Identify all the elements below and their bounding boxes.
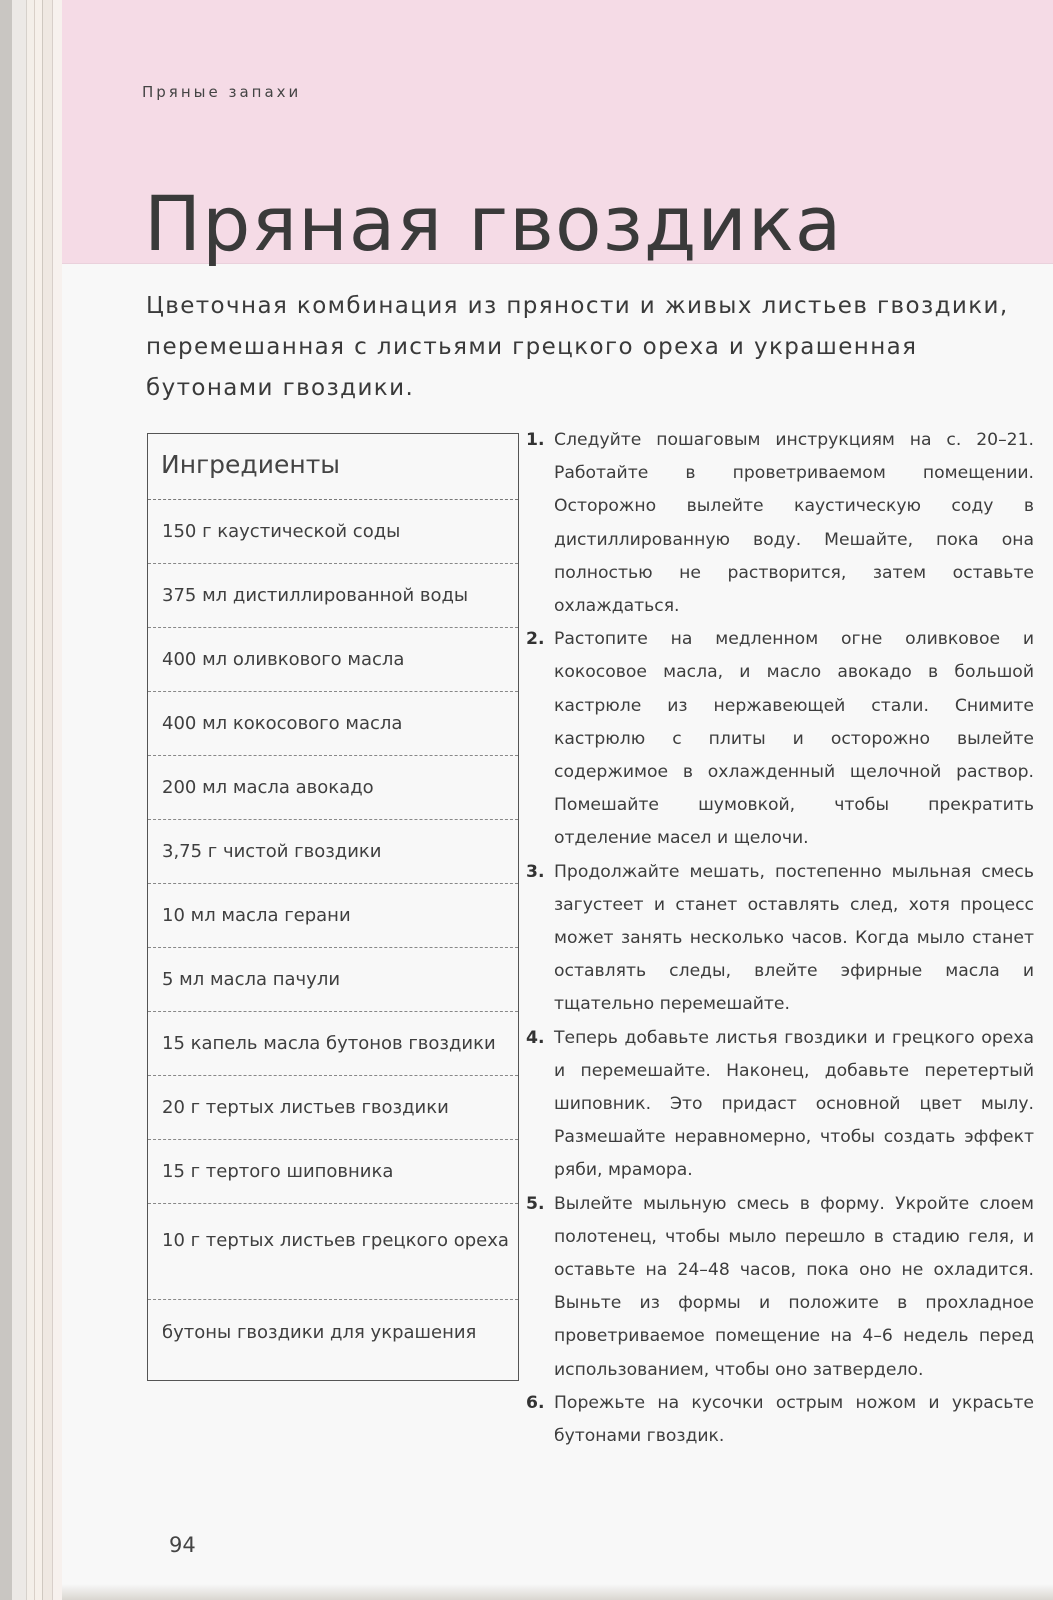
ingredient-item: 3,75 г чистой гвоздики (148, 820, 518, 884)
ingredients-heading: Ингредиенты (148, 434, 518, 500)
ingredients-table (147, 433, 519, 1381)
running-head: Пряные запахи (142, 83, 302, 101)
page-edges (0, 0, 70, 1600)
step-number: 5. (526, 1193, 545, 1214)
ingredient-item: 15 г тертого шиповника (148, 1140, 518, 1204)
step-text: Порежьте на кусочки острым ножом и украсьте бутонами гвоздик. (554, 1392, 1034, 1447)
ingredient-item: 15 капель масла бутонов гвоздики (148, 1012, 518, 1076)
step-number: 4. (526, 1027, 545, 1048)
ingredient-item: бутоны гвоздики для украшения (162, 1322, 477, 1343)
page-bottom-edge (62, 1584, 1053, 1600)
ingredient-item: 5 мл масла пачули (148, 948, 518, 1012)
ingredient-item: 200 мл масла авокадо (148, 756, 518, 820)
step-number: 6. (526, 1392, 545, 1413)
ingredient-item: 20 г тертых листьев гвоздики (148, 1076, 518, 1140)
step-text: Теперь добавьте листья гвоздики и грецкого ореха и перемешайте. Наконец, добавьте перетертый шиповник. Это придаст основной цвет мылу. Размешайте неравномерно, чтобы создать эффект ряби, мрамора. (554, 1027, 1034, 1181)
page-number: 94 (169, 1533, 196, 1557)
instruction-step (526, 424, 1034, 623)
page-title: Пряная гвоздика (144, 179, 843, 268)
ingredient-item: 10 мл масла герани (148, 884, 518, 948)
instructions-list (526, 424, 1034, 1453)
ingredient-item: 150 г каустической соды (148, 500, 518, 564)
instruction-step (526, 1022, 1034, 1188)
ingredient-item: 400 мл оливкового масла (148, 628, 518, 692)
step-number: 1. (526, 430, 545, 450)
step-text: Растопите на медленном огне оливковое и кокосовое масла, и масло авокадо в большой кастрюле из нержавеющей стали. Снимите кастрюлю с плиты и осторожно вылейте содержимое в охлажденный щелочной раствор. Помешайте шумовкой, чтобы прекратить отделение масел и щелочи. (554, 629, 1034, 849)
instruction-step (526, 1188, 1034, 1387)
ingredient-item: 400 мл кокосового масла (148, 692, 518, 756)
step-text: Продолжайте мешать, постепенно мыльная смесь загустеет и станет оставлять след, хотя процесс может занять несколько часов. Когда мыло станет оставлять следы, влейте эфирные масла и тщательно перемешайте. (554, 861, 1034, 1015)
instruction-step (526, 856, 1034, 1022)
step-number: 3. (526, 861, 545, 882)
instruction-step (526, 1387, 1034, 1453)
ingredient-item: 10 г тертых листьев грецкого ореха (148, 1204, 518, 1300)
ingredient-item: 375 мл дистиллированной воды (148, 564, 518, 628)
book-page (62, 0, 1053, 1600)
recipe-description: Цветочная комбинация из пряности и живых листьев гвоздики, перемешанная с листьями грецкого ореха и украшенная бутонами гвоздики. (146, 293, 1009, 401)
instruction-step (526, 623, 1034, 855)
step-text: Следуйте пошаговым инструкциям на с. 20–21. Работайте в проветриваемом помещении. Осторожно вылейте каустическую соду в дистиллированную воду. Мешайте, пока она полностью не растворится, затем оставьте охлаждаться. (554, 430, 1034, 617)
step-number: 2. (526, 629, 545, 650)
step-text: Вылейте мыльную смесь в форму. Укройте слоем полотенец, чтобы мыло перешло в стадию геля, и оставьте на 24–48 часов, пока оно не охладится. Выньте из формы и положите в прохладное проветриваемое помещение на 4–6 недель перед использованием, чтобы оно затвердело. (554, 1193, 1034, 1380)
